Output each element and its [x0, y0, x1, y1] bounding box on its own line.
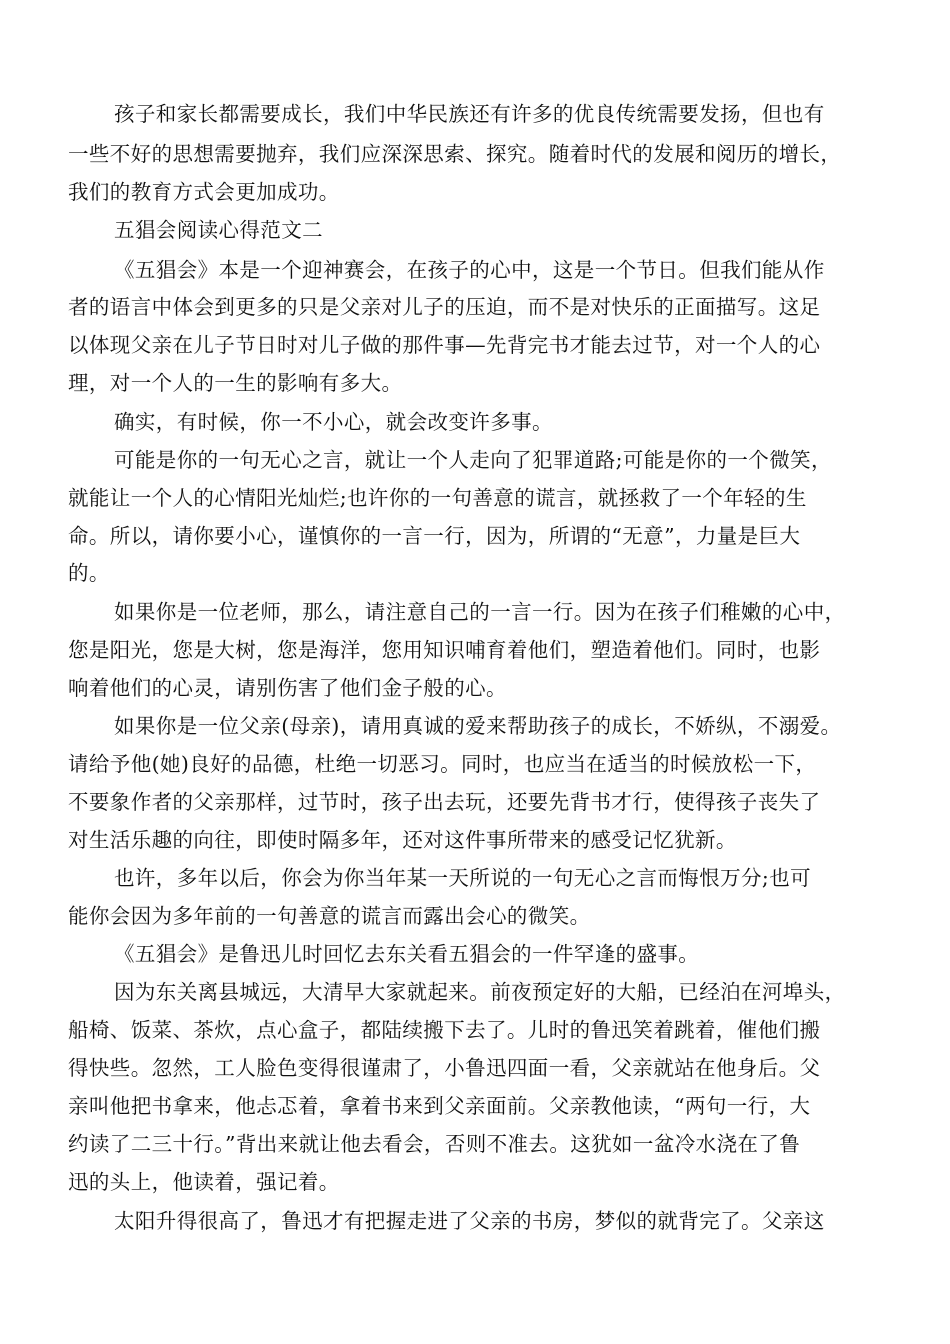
text-line: 理，对一个人的一生的影响有多大。: [68, 371, 403, 395]
text-line: 《五猖会》是鲁迅儿时回忆去东关看五猖会的一件罕逢的盛事。: [114, 942, 700, 966]
text-line: 的。: [68, 561, 110, 585]
text-line: 约读了二三十行。”背出来就让他去看会，否则不准去。这犹如一盆冷水浇在了鲁: [68, 1132, 801, 1156]
text-line: 不要象作者的父亲那样，过节时，孩子出去玩，还要先背书才行，使得孩子丧失了: [68, 790, 821, 814]
text-line: 也许，多年以后，你会为你当年某一天所说的一句无心之言而悔恨万分;也可: [114, 866, 812, 890]
text-line: 一些不好的思想需要抛弃，我们应深深思索、探究。随着时代的发展和阅历的增长，: [68, 142, 842, 166]
text-line: 亲叫他把书拿来，他忐忑着，拿着书来到父亲面前。父亲教他读，“两句一行，大: [68, 1094, 811, 1118]
text-line: 者的语言中体会到更多的只是父亲对儿子的压迫，而不是对快乐的正面描写。这足: [68, 295, 821, 319]
text-line: 《五猖会》本是一个迎神赛会，在孩子的心中，这是一个节日。但我们能从作: [114, 258, 825, 282]
text-line: 船椅、饭菜、茶炊，点心盒子，都陆续搬下去了。儿时的鲁迅笑着跳着，催他们搬: [68, 1018, 821, 1042]
text-line: 迅的头上，他读着，强记着。: [68, 1170, 340, 1194]
text-line: 如果你是一位父亲(母亲)，请用真诚的爱来帮助孩子的成长，不娇纵，不溺爱。: [114, 714, 842, 738]
text-line: 确实，有时候，你一不小心，就会改变许多事。: [114, 410, 553, 434]
text-line: 可能是你的一句无心之言，就让一个人走向了犯罪道路;可能是你的一个微笑，: [114, 448, 832, 472]
text-line: 命。所以，请你要小心，谨慎你的一言一行，因为，所谓的“无意”，力量是巨大: [68, 524, 801, 548]
text-line: 就能让一个人的心情阳光灿烂;也许你的一句善意的谎言，就拯救了一个年轻的生: [68, 486, 807, 510]
text-line: 请给予他(她)良好的品德，杜绝一切恶习。同时，也应当在适当的时候放松一下，: [68, 752, 817, 776]
text-line: 以体现父亲在儿子节日时对儿子做的那件事—先背完书才能去过节，对一个人的心: [68, 333, 821, 357]
text-line: 您是阳光，您是大树，您是海洋，您用知识哺育着他们，塑造着他们。同时，也影: [68, 638, 821, 662]
text-line: 能你会因为多年前的一句善意的谎言而露出会心的微笑。: [68, 904, 591, 928]
text-line: 得快些。忽然，工人脸色变得很谨肃了，小鲁迅四面一看，父亲就站在他身后。父: [68, 1056, 821, 1080]
text-line: 孩子和家长都需要成长，我们中华民族还有许多的优良传统需要发扬，但也有: [114, 102, 825, 126]
section-heading: 五猖会阅读心得范文二: [114, 218, 323, 242]
text-line: 太阳升得很高了，鲁迅才有把握走进了父亲的书房，梦似的就背完了。父亲这: [114, 1209, 825, 1233]
text-line: 因为东关离县城远，大清早大家就起来。前夜预定好的大船，已经泊在河埠头，: [114, 980, 846, 1004]
text-line: 响着他们的心灵，请别伤害了他们金子般的心。: [68, 676, 507, 700]
text-line: 如果你是一位老师，那么，请注意自己的一言一行。因为在孩子们稚嫩的心中，: [114, 600, 846, 624]
text-line: 对生活乐趣的向往，即使时隔多年，还对这件事所带来的感受记忆犹新。: [68, 828, 737, 852]
text-line: 我们的教育方式会更加成功。: [68, 180, 340, 204]
